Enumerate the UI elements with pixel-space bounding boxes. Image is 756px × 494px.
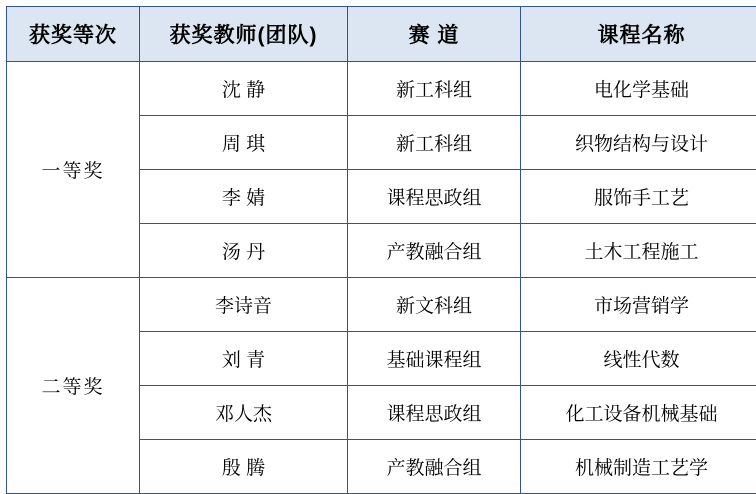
table-header	[7, 7, 756, 62]
table-row	[7, 62, 756, 116]
teacher-cell: 沈 静	[140, 62, 348, 116]
course-cell: 织物结构与设计	[521, 116, 756, 170]
course-cell: 服饰手工艺	[521, 170, 756, 224]
teacher-cell: 殷 腾	[140, 440, 348, 494]
track-cell: 新工科组	[348, 62, 521, 116]
course-cell: 土木工程施工	[521, 224, 756, 278]
track-cell: 新工科组	[348, 116, 521, 170]
track-cell: 基础课程组	[348, 332, 521, 386]
rank-cell-second-prize: 二等奖	[7, 278, 140, 494]
table-row	[7, 278, 756, 332]
track-cell: 产教融合组	[348, 440, 521, 494]
teacher-cell: 周 琪	[140, 116, 348, 170]
teacher-cell: 邓人杰	[140, 386, 348, 440]
column-header-rank: 获奖等次	[7, 7, 140, 62]
course-cell: 电化学基础	[521, 62, 756, 116]
table-body	[7, 62, 756, 494]
teacher-cell: 汤 丹	[140, 224, 348, 278]
course-cell: 市场营销学	[521, 278, 756, 332]
rank-cell-first-prize: 一等奖	[7, 62, 140, 278]
track-cell: 课程思政组	[348, 170, 521, 224]
column-header-track: 赛 道	[348, 7, 521, 62]
column-header-course: 课程名称	[521, 7, 756, 62]
teacher-cell: 李 婧	[140, 170, 348, 224]
course-cell: 化工设备机械基础	[521, 386, 756, 440]
track-cell: 课程思政组	[348, 386, 521, 440]
teacher-cell: 李诗音	[140, 278, 348, 332]
course-cell: 线性代数	[521, 332, 756, 386]
table-header-row	[7, 7, 756, 62]
teacher-cell: 刘 青	[140, 332, 348, 386]
track-cell: 新文科组	[348, 278, 521, 332]
column-header-teacher: 获奖教师(团队)	[140, 7, 348, 62]
track-cell: 产教融合组	[348, 224, 521, 278]
award-table	[6, 6, 756, 494]
course-cell: 机械制造工艺学	[521, 440, 756, 494]
